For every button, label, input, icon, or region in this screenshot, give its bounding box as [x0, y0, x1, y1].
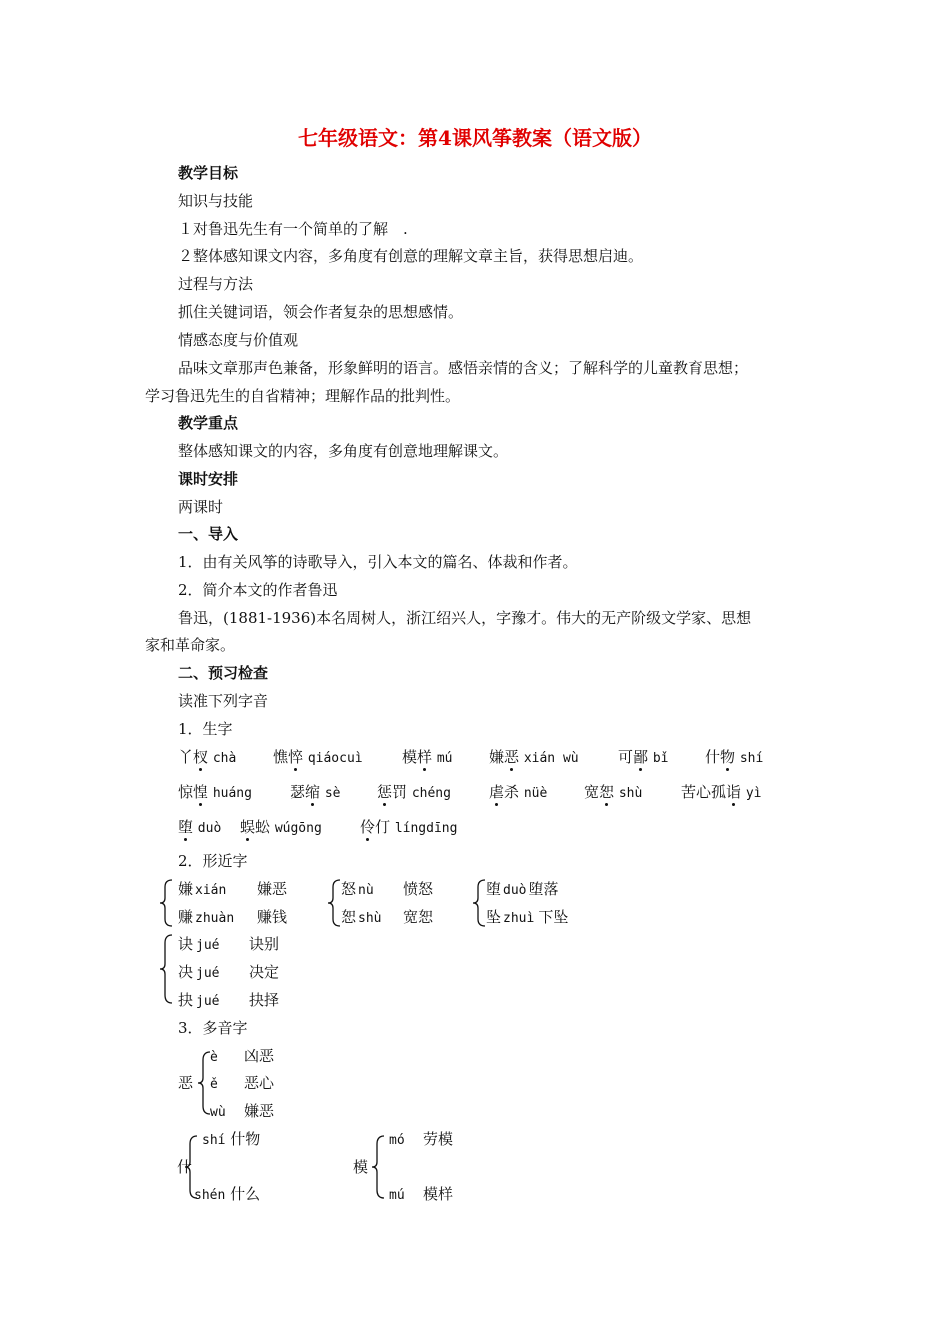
intro-item-1: 1．由有关风筝的诗歌导入，引入本文的篇名、体裁和作者。 — [178, 553, 578, 571]
bio-line-2: 家和革命家。 — [145, 636, 236, 654]
brace-icon — [471, 878, 487, 928]
word-item: 宽恕 shù — [584, 783, 643, 801]
emotion-line-2: 学习鲁迅先生的自省精神；理解作品的批判性。 — [145, 387, 461, 405]
knowledge-heading: 知识与技能 — [178, 192, 254, 210]
polyphone-reading: è 凶恶 — [210, 1047, 275, 1065]
polyphone-reading: ě 恶心 — [210, 1074, 275, 1092]
brace-icon — [158, 878, 174, 928]
polyphone-reading: mú 模样 — [389, 1185, 454, 1203]
intro-item-2: 2．简介本文的作者鲁迅 — [178, 581, 338, 599]
similar-char-item: 恕 shù 宽恕 — [341, 908, 434, 926]
new-words-heading: 1．生字 — [178, 720, 233, 738]
similar-char-item: 堕 duò 堕落 — [486, 880, 559, 898]
page-title: 七年级语文：第4课风筝教案（语文版） — [298, 126, 652, 150]
similar-char-item: 抉 jué 抉择 — [178, 991, 280, 1009]
similar-char-item: 坠 zhuì 下坠 — [486, 908, 569, 926]
word-item: 堕 duò — [178, 818, 222, 836]
objectives-heading: 教学目标 — [178, 164, 239, 182]
schedule-text: 两课时 — [178, 498, 224, 516]
polyphone-heading: 3．多音字 — [178, 1019, 248, 1037]
preview-instruction: 读准下列字音 — [178, 692, 269, 710]
schedule-heading: 课时安排 — [178, 470, 239, 488]
word-item: 憔悴 qiáocuì — [273, 748, 363, 766]
key-points-text: 整体感知课文的内容，多角度有创意地理解课文。 — [178, 442, 509, 460]
word-item: 可鄙 bǐ — [618, 748, 669, 766]
polyphone-reading: wù 嫌恶 — [210, 1102, 275, 1120]
preview-heading: 二、预习检查 — [178, 664, 269, 682]
polyphone-reading: mó 劳模 — [389, 1130, 454, 1148]
word-item: 模样 mú — [402, 748, 453, 766]
word-item: 苦心孤诣 yì — [681, 783, 762, 801]
similar-char-item: 嫌 xián 嫌恶 — [178, 880, 288, 898]
word-item: 丫杈 chà — [178, 748, 237, 766]
similar-char-item: 决 jué 决定 — [178, 963, 280, 981]
emotion-line-1: 品味文章那声色兼备，形象鲜明的语言。感悟亲情的含义；了解科学的儿童教育思想； — [178, 359, 749, 377]
process-text: 抓住关键词语，领会作者复杂的思想感情。 — [178, 303, 464, 321]
similar-char-item: 诀 jué 诀别 — [178, 935, 280, 953]
process-heading: 过程与方法 — [178, 275, 254, 293]
word-item: 惩罚 chéng — [377, 783, 451, 801]
similar-char-item: 赚 zhuàn 赚钱 — [178, 908, 288, 926]
similar-char-item: 怒 nù 愤怒 — [341, 880, 434, 898]
word-item: 瑟缩 sè — [290, 783, 341, 801]
polyphone-char: 什 — [177, 1158, 193, 1176]
word-item: 蜈蚣 wúgōng — [240, 818, 322, 836]
brace-icon — [370, 1134, 386, 1200]
word-item: 伶仃 língdīng — [360, 818, 458, 836]
brace-icon — [158, 933, 174, 1005]
similar-chars-heading: 2．形近字 — [178, 852, 248, 870]
polyphone-reading: shén 什么 — [194, 1185, 261, 1203]
knowledge-item-1: １对鲁迅先生有一个简单的了解 . — [178, 220, 408, 238]
key-points-heading: 教学重点 — [178, 414, 239, 432]
intro-heading: 一、导入 — [178, 525, 239, 543]
word-item: 虐杀 nüè — [489, 783, 548, 801]
emotion-heading: 情感态度与价值观 — [178, 331, 299, 349]
word-item: 嫌恶 xián wù — [489, 748, 579, 766]
word-item: 什物 shí — [705, 748, 764, 766]
brace-icon — [326, 878, 342, 928]
polyphone-reading: shí 什物 — [202, 1130, 261, 1148]
polyphone-char: 模 — [353, 1158, 369, 1176]
knowledge-item-2: ２整体感知课文内容，多角度有创意的理解文章主旨，获得思想启迪。 — [178, 247, 644, 265]
polyphone-char: 恶 — [178, 1074, 194, 1092]
bio-line-1: 鲁迅，(1881-1936)本名周树人，浙江绍兴人，字豫才。伟大的无产阶级文学家、思想 — [178, 609, 752, 627]
word-item: 惊惶 huáng — [178, 783, 252, 801]
